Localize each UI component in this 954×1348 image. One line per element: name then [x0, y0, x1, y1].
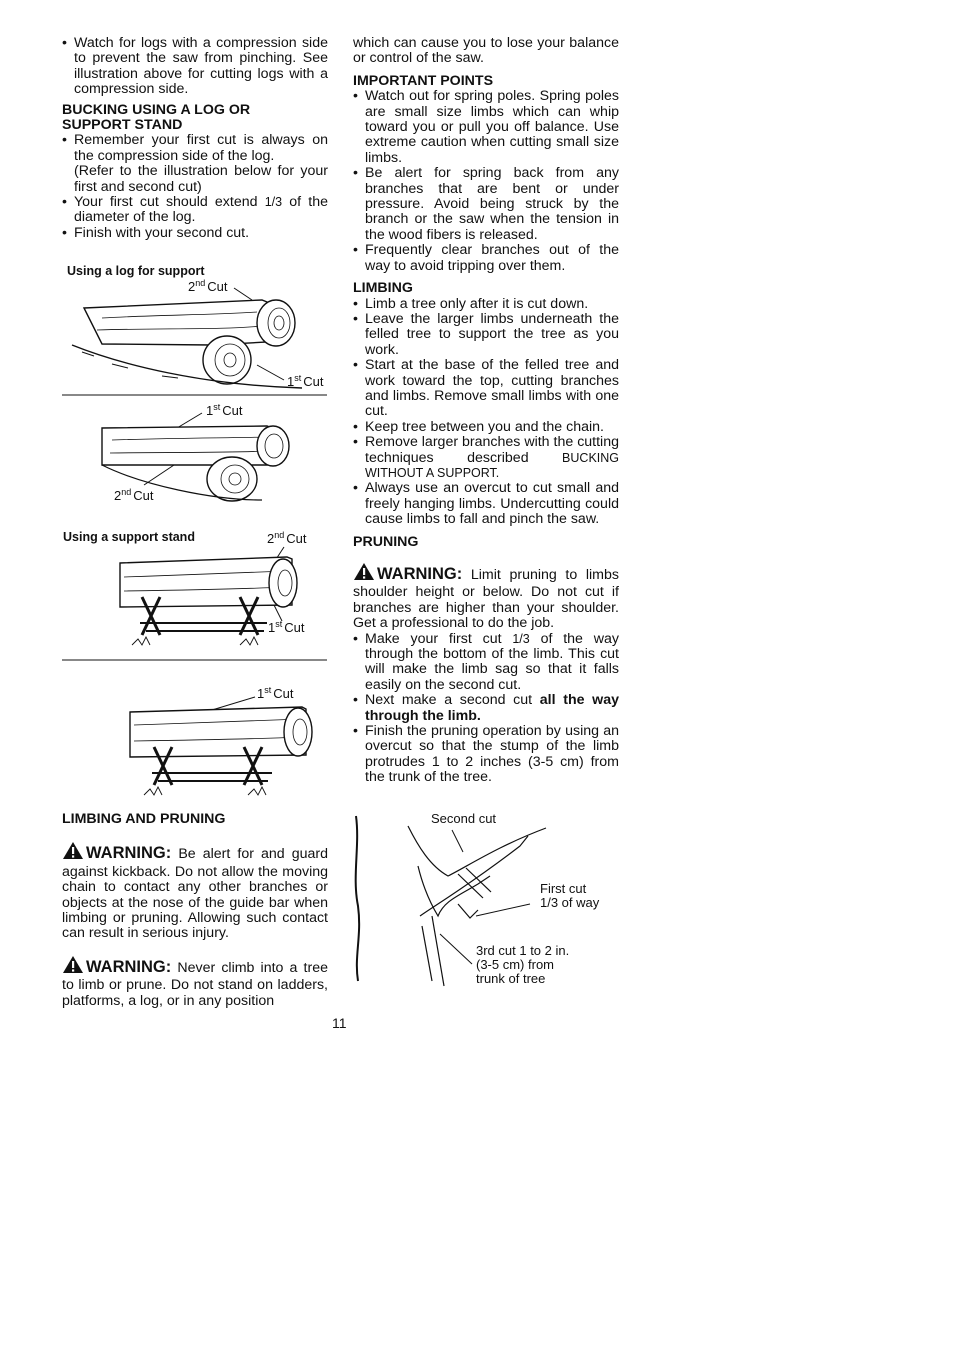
list-item: • Your first cut should extend 1/3 of the diameter of the log.	[62, 195, 328, 226]
third-cut-label-3: trunk of tree	[476, 971, 546, 986]
list-item: • Frequently clear branches out of the way to avoid tripping over them.	[353, 243, 619, 274]
log-support-title: Using a log for support	[67, 264, 205, 278]
warning-triangle-icon	[62, 841, 84, 864]
first-cut-label: First cut	[540, 881, 587, 896]
limbing-heading: LIMBING	[353, 280, 413, 297]
support-stand-figure	[62, 527, 332, 802]
list-item: • Finish the pruning operation by using an overcut so that the stump of the limb protrudes 1 to 2 inches (3-5 cm) from the trunk of the tree.	[353, 724, 619, 786]
left-column	[62, 36, 328, 241]
limbing-pruning-section	[62, 812, 328, 1009]
first-cut-label-2: 1/3 of way	[540, 895, 600, 910]
pruning-heading: PRUNING	[353, 533, 419, 550]
list-item: • Keep tree between you and the chain.	[353, 420, 619, 435]
limbing-pruning-heading: LIMBING AND PRUNING	[62, 811, 226, 827]
pruning-list	[353, 632, 619, 786]
list-item: • Make your first cut 1/3 of the way through the bottom of the limb. This cut will make the limb sag so that it falls easily on the second cut.	[353, 632, 619, 694]
list-item: • Always use an overcut to cut small and freely hanging limbs. Undercutting could cause limbs to fall and pinch the saw.	[353, 481, 619, 527]
important-points-heading: IMPORTANT POINTS	[353, 72, 494, 89]
pruning-figure	[348, 806, 618, 991]
second-cut-label: 2nd Cut	[188, 278, 228, 294]
first-cut-label: 1st Cut	[268, 619, 305, 635]
third-cut-label-2: (3-5 cm) from	[476, 957, 554, 972]
log-support-figure	[62, 260, 332, 510]
first-cut-label: 1st Cut	[257, 685, 294, 701]
warning-triangle-icon	[62, 955, 84, 978]
list-item: • Watch out for spring poles. Spring poles are small size limbs which can whip toward you or pull you off balance. Use extreme caution when cutting small size limbs.	[353, 89, 619, 166]
second-cut-label: 2nd Cut	[267, 530, 307, 546]
second-cut-label: Second cut	[431, 811, 497, 826]
second-cut-label: 2nd Cut	[114, 487, 154, 503]
list-item: • Finish with your second cut.	[62, 226, 328, 241]
list-item: • Watch for logs with a compression side to prevent the saw from pinching. See illustration above for cutting logs with a compression side.	[62, 36, 328, 98]
page-number: 11	[332, 1015, 347, 1031]
warning-pruning: WARNING: Limit pruning to limbs shoulder height or below. Do not cut if branches are higher than your shoulder. Get a professional to do the job.	[353, 562, 619, 632]
first-cut-label: 1st Cut	[287, 373, 324, 389]
list-item: • Start at the base of the felled tree and work toward the top, cutting branches and limbs. Remove small limbs with one cut.	[353, 358, 619, 420]
right-column	[353, 36, 619, 786]
list-item: • Limb a tree only after it is cut down.	[353, 297, 619, 312]
important-list	[353, 89, 619, 274]
list-item: • Be alert for spring back from any branches that are bent or under pressure. Avoid being struck by the branch or the saw when the tension in the wood fibers is released.	[353, 166, 619, 243]
list-item: • Leave the larger limbs underneath the felled tree to support the tree as you work.	[353, 312, 619, 358]
warning-climb: WARNING: Never climb into a tree to limb or prune. Do not stand on ladders, platforms, a log, or in any position	[62, 955, 328, 1009]
third-cut-label: 3rd cut 1 to 2 in.	[476, 943, 570, 958]
limbing-list	[353, 297, 619, 528]
first-cut-label: 1st Cut	[206, 402, 243, 418]
support-stand-title: Using a support stand	[63, 530, 195, 544]
list-item: • Next make a second cut all the way through the limb.	[353, 693, 619, 724]
intro-list	[62, 36, 328, 98]
bucking-list	[62, 133, 328, 241]
bucking-heading: BUCKING USING A LOG OR SUPPORT STAND	[62, 101, 251, 134]
warning-kickback: WARNING: Be alert for and guard against kickback. Do not allow the moving chain to contact any other branches or objects at the nose of the guide bar when limbing or pruning. Allowing such contact can result in serious injury.	[62, 841, 328, 941]
list-item: • Remove larger branches with the cutting techniques described BUCKING WITHOUT A SUPPORT.	[353, 435, 619, 481]
continuation-text: which can cause you to lose your balance or control of the saw.	[353, 35, 619, 67]
list-item: • Remember your first cut is always on the compression side of the log. (Refer to the illustration below for your first and second cut)	[62, 133, 328, 195]
warning-triangle-icon	[353, 562, 375, 585]
